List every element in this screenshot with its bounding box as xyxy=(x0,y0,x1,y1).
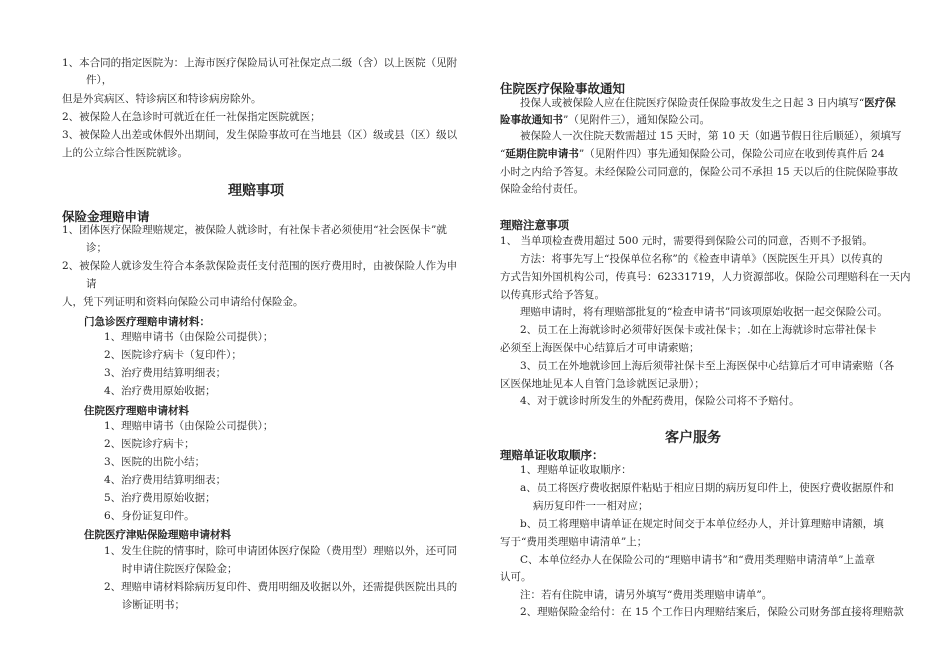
caution-line-3: 方式告知外国机构公司，传真号：62331719，人力资源部收。保险公司理赔科在一天内 xyxy=(500,271,911,283)
outpatient-item: 2、医院诊疗病卡（复印件）； xyxy=(104,349,242,361)
inpatient-item: 6、身份证复印件。 xyxy=(104,510,195,522)
caution-line-8: 3、员工在外地就诊回上海后须带社保卡至上海医保中心结算后才可申请索赔（各 xyxy=(520,360,895,372)
notice-form-name: 医疗保 xyxy=(864,97,896,109)
notice-line-3: 被保险人一次住院天数需超过 15 天时，第 10 天（如遇节假日往后顺延），须填写 xyxy=(520,130,902,142)
claim-line-3: 2、被保险人就诊发生符合本条款保险责任支付范围的医疗费用时，由被保险人作为申 xyxy=(62,260,458,272)
order-line-1: 1、理赔单证收取顺序： xyxy=(520,464,632,476)
extension-form-name: 延期住院申请书 xyxy=(505,148,579,160)
notice-text: 投保人或被保险人应在住院医疗保险责任保险事故发生之日起 3 日内填写“ xyxy=(520,97,865,109)
order-line-4: b、员工将理赔申请单证在规定时间交于本单位经办人，并计算理赔申请额，填 xyxy=(520,518,884,530)
notice-line-5: 小时之内给予答复。未经保险公司同意的，保险公司不承担 15 天以后的住院保险事故 xyxy=(500,166,899,178)
section-title-service: 客户服务 xyxy=(665,430,721,446)
hospital-line-3: 但是外宾病区、特诊病区和特诊病房除外。 xyxy=(62,93,262,105)
caution-line-9: 区医保地址见本人自管门急诊就医记录册）； xyxy=(500,378,705,390)
outpatient-item: 3、治疗费用结算明细表； xyxy=(104,367,227,379)
order-line-9: 2、理赔保险金给付：在 15 个工作日内理赔结案后，保险公司财务部直接将理赔款 xyxy=(520,606,904,618)
claim-line-2: 诊； xyxy=(86,242,107,254)
notice-form-name: 险事故通知书 xyxy=(500,114,563,126)
hospital-line-2: 件）， xyxy=(86,74,113,86)
notice-text: ”（见附件四）事先通知保险公司，保险公司应在收到传真件后 24 xyxy=(578,148,885,160)
notice-text: ”（见附件三），通知保险公司。 xyxy=(563,114,711,126)
notice-line-6: 保险金给付责任。 xyxy=(500,183,584,195)
caution-line-7: 必须至上海医保中心结算后才可申请索赔； xyxy=(500,342,700,354)
allowance-line-3: 2、理赔申请材料除病历复印件、费用明细及收据以外，还需提供医院出具的 xyxy=(104,581,458,593)
claim-line-4: 请 xyxy=(86,278,97,290)
hospital-line-4: 2、被保险人在急诊时可就近在任一社保指定医院就医； xyxy=(62,111,321,123)
inpatient-item: 2、医院诊疗病卡； xyxy=(104,438,195,450)
inpatient-heading: 住院医疗理赔申请材料 xyxy=(84,405,189,417)
order-heading: 理赔单证收取顺序： xyxy=(500,448,604,462)
outpatient-heading: 门急诊医疗理赔申请材料： xyxy=(84,316,210,328)
order-line-8: 注：若有住院申请，请另外填写“费用类理赔申请单”。 xyxy=(520,589,773,601)
claim-heading: 保险金理赔申请 xyxy=(62,209,150,224)
order-line-2: a、员工将医疗费收据原件粘贴于相应日期的病历复印件上，使医疗费收据原件和 xyxy=(520,482,894,494)
hospital-line-5: 3、被保险人出差或休假外出期间，发生保险事故可在当地县（区）级或县（区）级以 xyxy=(62,129,458,141)
outpatient-item: 4、治疗费用原始收据； xyxy=(104,385,216,397)
hospital-line-1: 1、本合同的指定医院为：上海市医疗保险局认可社保定点二级（含）以上医院（见附 xyxy=(62,57,458,69)
notice-line-2 xyxy=(500,114,710,127)
inpatient-item: 4、治疗费用结算明细表； xyxy=(104,474,227,486)
allowance-line-1: 1、发生住院的情事时，除可申请团体医疗保险（费用型）理赔以外，还可同 xyxy=(104,545,458,557)
caution-line-6: 2、员工在上海就诊时必须带好医保卡或社保卡；.如在上海就诊时忘带社保卡 xyxy=(520,324,877,336)
caution-line-10: 4、对于就诊时所发生的外配药费用，保险公司将不予赔付。 xyxy=(520,395,800,407)
caution-line-5: 理赔申请时，将有理赔部批复的“检查申请书”同该项原始收据一起交保险公司。 xyxy=(520,306,888,318)
caution-line-1: 1、 当单项检查费用超过 500 元时，需要得到保险公司的同意，否则不予报销。 xyxy=(500,235,873,247)
notice-line-1 xyxy=(520,97,896,110)
caution-line-4: 以传真形式给予答复。 xyxy=(500,289,605,301)
claim-line-1: 1、团体医疗保险理赔规定，被保险人就诊时，有社保卡者必须使用“社会医保卡”就 xyxy=(62,224,447,236)
hospital-line-6: 上的公立综合性医院就诊。 xyxy=(62,147,188,159)
inpatient-item: 1、理赔申请书（由保险公司提供）； xyxy=(104,420,274,432)
outpatient-item: 1、理赔申请书（由保险公司提供）； xyxy=(104,331,274,343)
order-line-7: 认可。 xyxy=(500,571,532,583)
allowance-line-4: 诊断证明书； xyxy=(122,599,185,611)
caution-line-2: 方法：将事先写上“投保单位名称”的《检查申请单》（医院医生开具）以传真的 xyxy=(520,253,883,265)
notice-heading: 住院医疗保险事故通知 xyxy=(500,81,626,96)
order-line-3: 病历复印件一一相对应； xyxy=(533,500,649,512)
allowance-line-2: 时申请住院医疗保险金； xyxy=(122,563,238,575)
caution-heading: 理赔注意事项 xyxy=(500,218,569,232)
order-line-6: C、本单位经办人在保险公司的“理赔申请书”和“费用类理赔申请清单”上盖章 xyxy=(520,554,876,566)
inpatient-item: 5、治疗费用原始收据； xyxy=(104,492,216,504)
claim-line-5: 人，凭下列证明和资料向保险公司申请给付保险金。 xyxy=(62,296,304,308)
inpatient-item: 3、医院的出院小结； xyxy=(104,456,206,468)
order-line-5: 写于“费用类理赔申请清单”上； xyxy=(500,536,648,548)
section-title-claims: 理赔事项 xyxy=(228,183,284,199)
notice-line-4 xyxy=(500,148,884,161)
notice-text: “ xyxy=(500,148,506,160)
allowance-heading: 住院医疗津贴保险理赔申请材料 xyxy=(84,529,231,541)
